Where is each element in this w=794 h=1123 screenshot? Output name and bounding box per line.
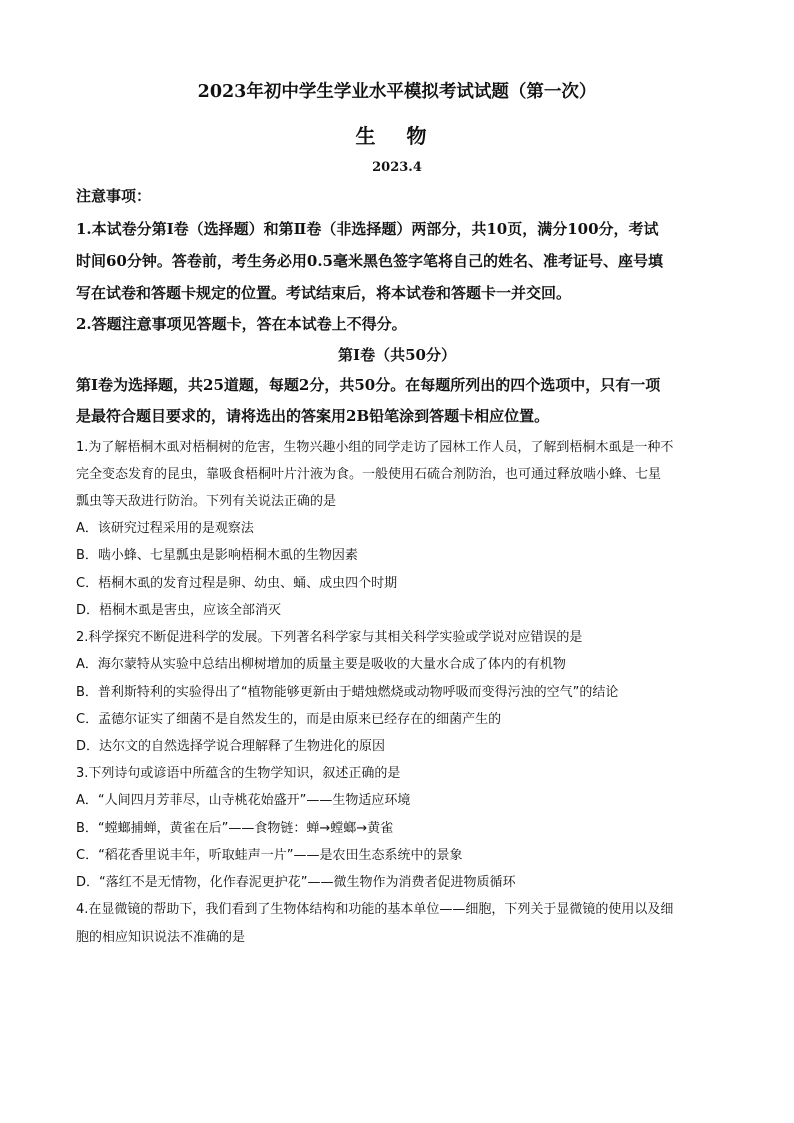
notice-line: 时间60分钟。答卷前，考生务必用0.5毫米黑色签字笔将自己的姓名、准考证号、座号填 xyxy=(76,252,663,270)
question-1-option-b: B．啮小蜂、七星瓢虫是影响梧桐木虱的生物因素 xyxy=(76,548,358,563)
question-2-option-d: D．达尔文的自然选择学说合理解释了生物进化的原因 xyxy=(76,739,386,754)
question-2-option-b: B．普利斯特利的实验得出了“植物能够更新由于蜡烛燃烧或动物呼吸而变得污浊的空气”的结论 xyxy=(76,685,619,700)
question-3-option-b: B．“螳螂捕蝉，黄雀在后”——食物链：蝉→螳螂→黄雀 xyxy=(76,821,394,836)
notice-line: 1.本试卷分第Ⅰ卷（选择题）和第Ⅱ卷（非选择题）两部分，共10页，满分100分，考试 xyxy=(76,220,659,238)
question-1-option-d: D．梧桐木虱是害虫，应该全部消灭 xyxy=(76,603,282,618)
question-1-stem-line: 1.为了解梧桐木虱对梧桐树的危害，生物兴趣小组的同学走访了园林工作人员，了解到梧桐木虱是一种不 xyxy=(76,440,674,455)
question-1-option-a: A．该研究过程采用的是观察法 xyxy=(76,521,254,536)
question-3-option-c: C．“稻花香里说丰年，听取蛙声一片”——是农田生态系统中的景象 xyxy=(76,848,463,863)
notice-line: 2.答题注意事项见答题卡，答在本试卷上不得分。 xyxy=(76,315,407,333)
exam-title: 2023年初中学生学业水平模拟考试试题（第一次） xyxy=(197,82,597,102)
subject-title: 生 物 xyxy=(355,124,439,148)
section-instructions-line: 是最符合题目要求的，请将选出的答案用2B铅笔涂到答题卡相应位置。 xyxy=(76,407,550,425)
question-3-stem-line: 3.下列诗句或谚语中所蕴含的生物学知识，叙述正确的是 xyxy=(76,766,401,781)
notice-line: 写在试卷和答题卡规定的位置。考试结束后，将本试卷和答题卡一并交回。 xyxy=(76,284,572,302)
question-4-stem-line: 胞的相应知识说法不准确的是 xyxy=(76,930,246,945)
question-2-option-c: C．孟德尔证实了细菌不是自然发生的，而是由原来已经存在的细菌产生的 xyxy=(76,712,502,727)
section-heading: 第Ⅰ卷（共50分） xyxy=(338,346,456,364)
question-4-stem-line: 4.在显微镜的帮助下，我们看到了生物体结构和功能的基本单位——细胞，下列关于显微镜的使用以及细 xyxy=(76,902,674,917)
section-instructions-line: 第Ⅰ卷为选择题，共25道题，每题2分，共50分。在每题所列出的四个选项中，只有一项 xyxy=(76,376,661,394)
notice-heading: 注意事项： xyxy=(76,187,152,205)
question-1-option-c: C．梧桐木虱的发育过程是卵、幼虫、蛹、成虫四个时期 xyxy=(76,576,398,591)
question-1-stem-line: 完全变态发育的昆虫，靠吸食梧桐叶片汁液为食。一般使用石硫合剂防治，也可通过释放啮小蜂、七星 xyxy=(76,467,662,482)
exam-date: 2023.4 xyxy=(372,160,422,175)
question-3-option-d: D．“落红不是无情物，化作春泥更护花”——微生物作为消费者促进物质循环 xyxy=(76,875,516,890)
question-1-stem-line: 瓢虫等天敌进行防治。下列有关说法正确的是 xyxy=(76,494,337,509)
question-3-option-a: A．“人间四月芳菲尽，山寺桃花始盛开”——生物适应环境 xyxy=(76,793,411,808)
question-2-option-a: A．海尔蒙特从实验中总结出柳树增加的质量主要是吸收的大量水合成了体内的有机物 xyxy=(76,657,566,672)
question-2-stem-line: 2.科学探究不断促进科学的发展。下列著名科学家与其相关科学实验或学说对应错误的是 xyxy=(76,630,583,645)
